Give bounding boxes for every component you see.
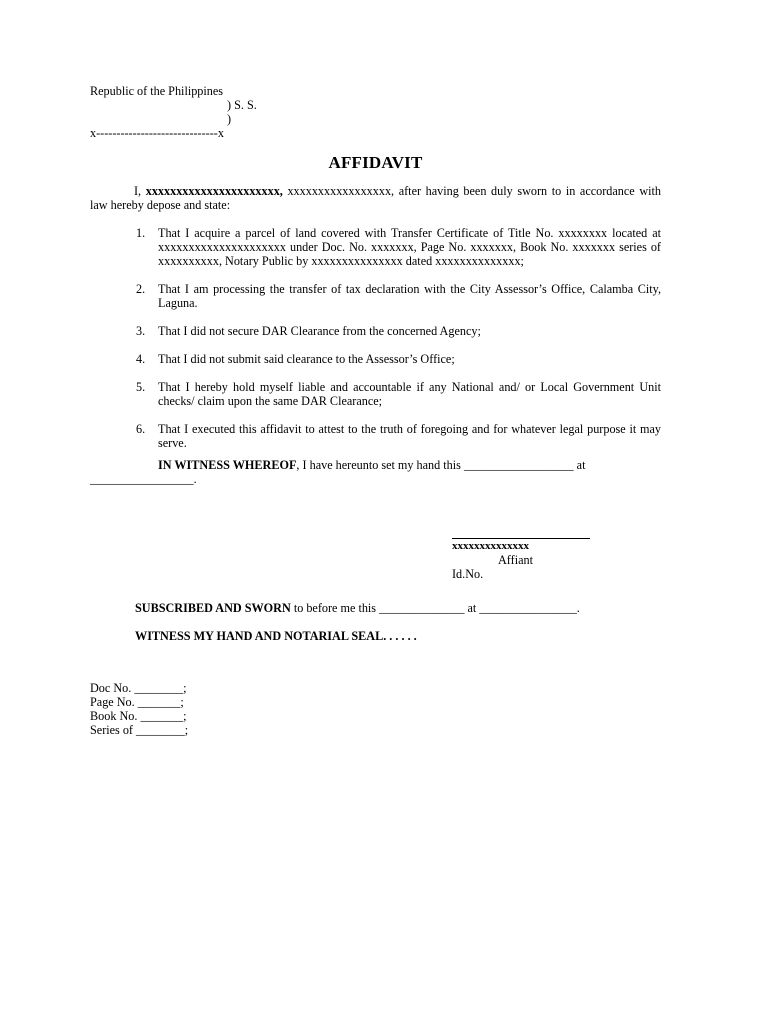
witness-paragraph (90, 458, 661, 472)
doc-no: Doc No. ________; (90, 681, 187, 695)
statement-list (90, 226, 661, 450)
separator-line: x------------------------------x (90, 126, 224, 140)
item-text: That I acquire a parcel of land covered with Transfer Certificate of Title No. xxxxxxxx located at xxxxxxxxxxxxxxxxxxxxx under Doc. No. xxxxxxx, Page No. xxxxxxx, Book No. xxxxxxx series of xxxxxxxxxx, Notary Public by xxxxxxxxxxxxxxx dated xxxxxxxxxxxxxx; (158, 226, 661, 268)
document-reference (90, 681, 661, 737)
document-header (90, 84, 661, 140)
list-item (90, 380, 661, 408)
affiant-label: Affiant (498, 553, 533, 567)
sworn-text: to before me this ______________ at ________________. (290, 601, 580, 615)
item-number: 5. (136, 380, 146, 394)
list-item (90, 282, 661, 310)
item-number: 3. (136, 324, 146, 338)
list-item (90, 352, 661, 366)
witness-text: , I have hereunto set my hand this __________________ at (296, 458, 586, 472)
list-item (90, 324, 661, 338)
intro-rest: xxxxxxxxxxxxxxxxx, after having been duly sworn to in accordance with law hereby depose and state: (90, 184, 662, 212)
notarial-seal-line: WITNESS MY HAND AND NOTARIAL SEAL. . . . . . (135, 629, 417, 643)
country-line: Republic of the Philippines (90, 84, 224, 98)
item-text: That I did not submit said clearance to the Assessor’s Office; (158, 352, 455, 366)
book-no: Book No. _______; (90, 709, 187, 723)
signature-line (452, 524, 590, 539)
item-text: That I did not secure DAR Clearance from the concerned Agency; (158, 324, 481, 338)
item-number: 2. (136, 282, 146, 296)
paren-line: ) (227, 112, 232, 126)
item-text: That I hereby hold myself liable and accountable if any National and/ or Local Government Unit checks/ claim upon the same DAR Clearance; (158, 380, 661, 408)
sworn-bold: SUBSCRIBED AND SWORN (135, 601, 291, 615)
intro-paragraph (90, 184, 661, 212)
item-number: 1. (136, 226, 146, 240)
document-title: AFFIDAVIT (328, 153, 423, 172)
list-item (90, 422, 661, 450)
item-text: That I am processing the transfer of tax declaration with the City Assessor’s Office, Calamba City, Laguna. (158, 282, 661, 310)
id-number-label: Id.No. (452, 567, 484, 581)
series-of: Series of ________; (90, 723, 189, 737)
affiant-name-intro: xxxxxxxxxxxxxxxxxxxxxx, (145, 184, 283, 198)
item-text: That I executed this affidavit to attest to the truth of foregoing and for whatever legal purpose it may serve. (158, 422, 661, 450)
intro-prefix: I, (134, 184, 146, 198)
list-item (90, 226, 661, 268)
affiant-name: xxxxxxxxxxxxxx (452, 540, 529, 552)
signature-block (452, 524, 661, 581)
affidavit-document (90, 84, 661, 737)
witness-line2: _________________. (90, 472, 197, 486)
item-number: 4. (136, 352, 146, 366)
subscribed-sworn-line (90, 601, 661, 615)
page-no: Page No. _______; (90, 695, 184, 709)
ss-line: ) S. S. (227, 98, 257, 112)
item-number: 6. (136, 422, 146, 436)
witness-bold: IN WITNESS WHEREOF (158, 458, 297, 472)
